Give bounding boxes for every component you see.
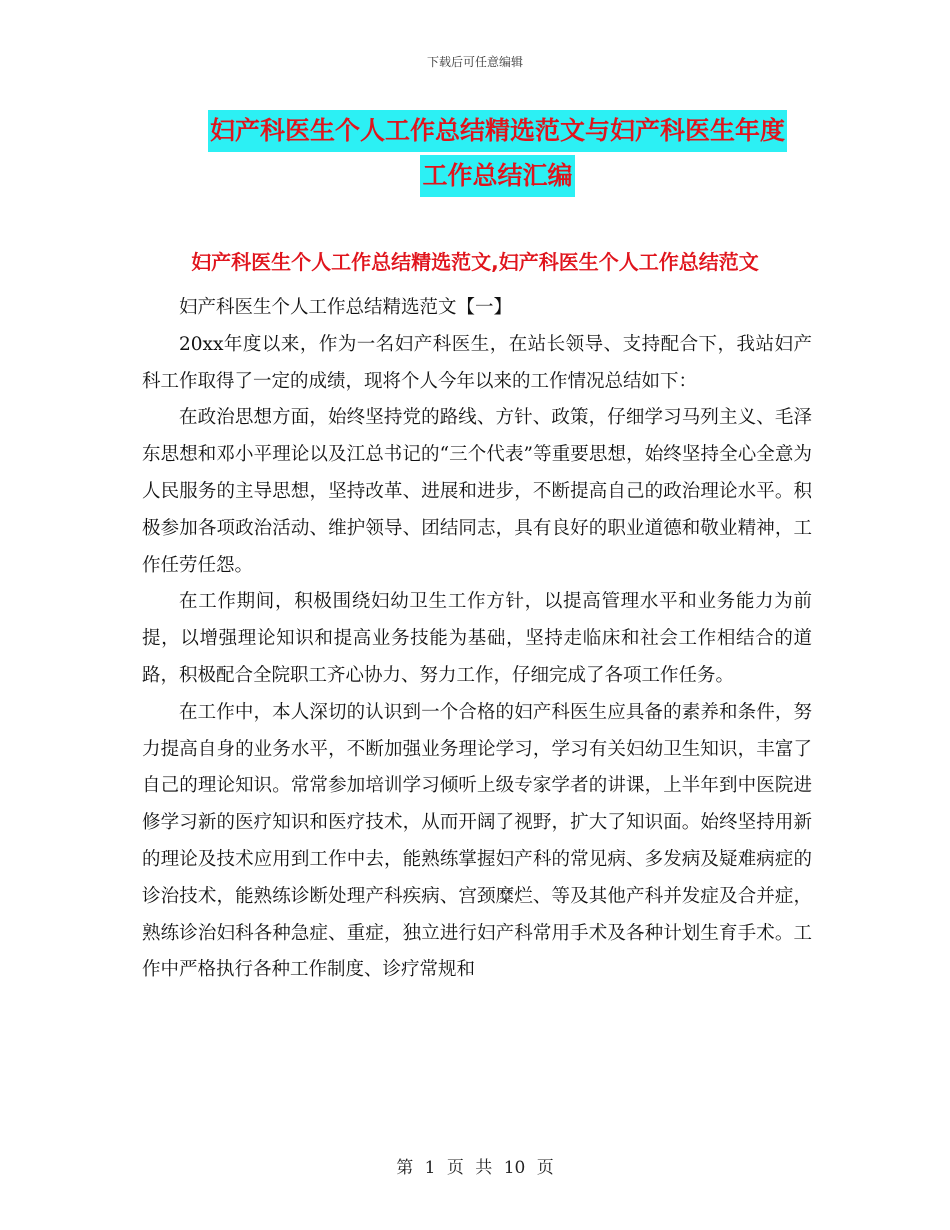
document-title-line-2: 工作总结汇编 xyxy=(420,155,574,197)
section-heading: 妇产科医生个人工作总结精选范文,妇产科医生个人工作总结范文 xyxy=(191,250,759,274)
document-body xyxy=(142,290,812,989)
paragraph-political: 在政治思想方面，始终坚持党的路线、方针、政策，仔细学习马列主义、毛泽东思想和邓小平理论以及江总书记的“三个代表”等重要思想，始终坚持全心全意为人民服务的主导思想，坚持改革、进展和进步，不断提高自己的政治理论水平。积极参加各项政治活动、维护领导、团结同志，具有良好的职业道德和敬业精神，工作任劳任怨。 xyxy=(142,407,812,576)
paragraph-work-skills: 在工作中，本人深切的认识到一个合格的妇产科医生应具备的素养和条件，努力提高自身的业务水平，不断加强业务理论学习，学习有关妇幼卫生知识，丰富了自己的理论知识。常常参加培训学习倾听上级专家学者的讲课，上半年到中医院进修学习新的医疗知识和医疗技术，从而开阔了视野，扩大了知识面。始终坚持用新的理论及技术应用到工作中去，能熟练掌握妇产科的常见病、多发病及疑难病症的诊治技术，能熟练诊断处理产科疾病、宫颈糜烂、等及其他产科并发症及合并症，熟练诊治妇科各种急症、重症，独立进行妇产科常用手术及各种计划生育手术。工作中严格执行各种工作制度、诊疗常规和 xyxy=(142,701,812,981)
document-title-line-1: 妇产科医生个人工作总结精选范文与妇产科医生年度 xyxy=(208,110,787,152)
paragraph-intro: 20xx年度以来，作为一名妇产科医生，在站长领导、支持配合下，我站妇产科工作取得了一定的成绩，现将个人今年以来的工作情况总结如下： xyxy=(142,333,812,392)
page-header-note: 下载后可任意编辑 xyxy=(426,55,523,69)
document-title xyxy=(190,110,805,200)
paragraph-example-heading: 妇产科医生个人工作总结精选范文【一】 xyxy=(179,297,513,318)
page-number-footer: 第 1 页 共 10 页 xyxy=(396,1158,554,1178)
paragraph-work-period: 在工作期间，积极围绕妇幼卫生工作方针，以提高管理水平和业务能力为前提，以增强理论知识和提高业务技能为基础，坚持走临床和社会工作相结合的道路，积极配合全院职工齐心协力、努力工作，仔细完成了各项工作任务。 xyxy=(142,591,812,686)
